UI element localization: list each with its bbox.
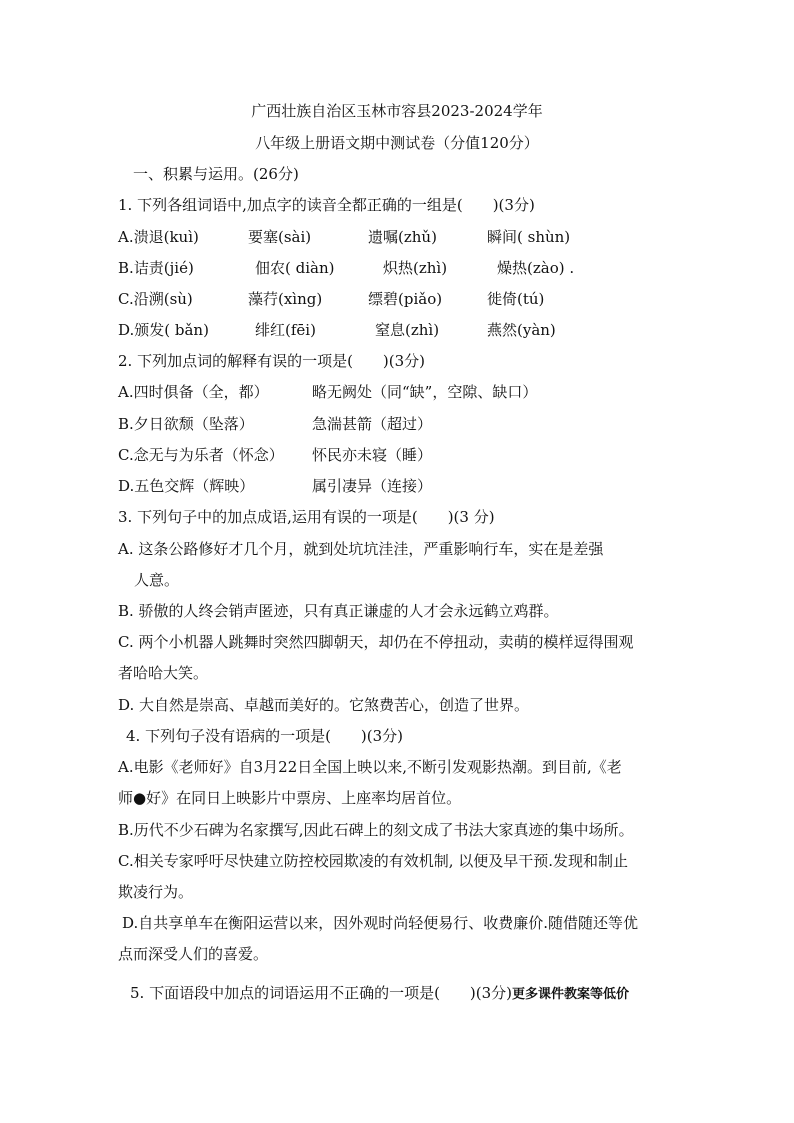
option-cell: 缥碧(piǎo) [368, 290, 443, 308]
option-cell: 急湍甚箭（超过） [312, 415, 433, 433]
question-3-line: C. 两个小机器人跳舞时突然四脚朝天，却仍在不停扭动，卖萌的模样逗得围观 [118, 633, 634, 651]
option-cell: 徙倚(tú) [487, 290, 545, 308]
option-cell: 佃农( diàn) [255, 259, 335, 277]
option-cell: 绯红(fēi) [255, 321, 316, 339]
option-cell: 藻荇(xìng) [248, 290, 323, 308]
question-4-line: 点而深受人们的喜爱。 [118, 945, 269, 963]
question-3-line: 者哈哈大笑。 [118, 664, 209, 682]
question-1-stem: 1. 下列各组词语中,加点字的读音全都正确的一组是( )(3分) [118, 196, 535, 214]
question-4-line: 师●好》在同日上映影片中票房、上座率均居首位。 [118, 789, 462, 807]
option-cell: 略无阙处（同“缺”，空隙、缺口） [312, 383, 538, 401]
option-cell: B.夕日欲颓（坠落） [118, 415, 254, 433]
option-cell: A.溃退(kuì) [118, 228, 199, 246]
question-3-line: D. 大自然是崇高、卓越而美好的。它煞费苦心，创造了世界。 [118, 696, 530, 714]
option-cell: 燕然(yàn) [487, 321, 556, 339]
option-cell: C.沿溯(sù) [118, 290, 193, 308]
exam-subtitle: 八年级上册语文期中测试卷（分值120分） [255, 134, 539, 152]
question-4-line: C.相关专家呼吁尽快建立防控校园欺凌的有效机制, 以便及早干预.发现和制止 [118, 852, 629, 870]
option-cell: 燥热(zào) . [497, 259, 575, 277]
question-2-stem: 2. 下列加点词的解释有误的一项是( )(3分) [118, 352, 426, 370]
option-cell: 属引凄异（连接） [312, 477, 433, 495]
option-cell: 怀民亦未寝（睡） [312, 446, 433, 464]
question-4-line: A.电影《老师好》自3月22日全国上映以来,不断引发观影热潮。到目前,《老 [118, 758, 622, 776]
option-cell: B.诘责(jié) [118, 259, 194, 277]
option-cell: 瞬间( shùn) [487, 228, 571, 246]
question-5-stem-text: 5. 下面语段中加点的词语运用不正确的一项是( )(3分) [130, 984, 513, 1002]
option-cell: 炽热(zhì) [383, 259, 448, 277]
question-4-stem: 4. 下列句子没有语病的一项是( )(3分) [126, 727, 404, 745]
option-cell: 遗嘱(zhǔ) [368, 228, 437, 246]
option-cell: 窒息(zhì) [375, 321, 440, 339]
option-cell: D.五色交辉（辉映） [118, 477, 255, 495]
option-cell: 要塞(sài) [248, 228, 312, 246]
exam-title: 广西壮族自治区玉林市容县2023-2024学年 [251, 102, 543, 120]
question-4-line: D.自共享单车在衡阳运营以来，因外观时尚轻便易行、收费廉价.随借随还等优 [122, 914, 639, 932]
question-3-line: B. 骄傲的人终会销声匿迹，只有真正谦虚的人才会永远鹤立鸡群。 [118, 602, 559, 620]
question-5-stem [130, 983, 629, 1003]
question-3-line: 人意。 [134, 571, 180, 589]
question-3-stem: 3. 下列句子中的加点成语,运用有误的一项是( )(3 分) [118, 508, 495, 526]
option-cell: C.念无与为乐者（怀念） [118, 446, 284, 464]
section-heading: 一、积累与运用。(26分) [133, 165, 299, 183]
question-3-line: A. 这条公路修好才几个月，就到处坑坑洼洼，严重影响行车，实在是差强 [118, 540, 604, 558]
question-4-line: B.历代不少石碑为名家撰写,因此石碑上的刻文成了书法大家真迹的集中场所。 [118, 821, 634, 839]
question-4-line: 欺凌行为。 [118, 883, 194, 901]
option-cell: D.颁发( bǎn) [118, 321, 209, 339]
option-cell: A.四时俱备（全，都） [118, 383, 269, 401]
promo-text: 更多课件教案等低价 [512, 987, 630, 1002]
